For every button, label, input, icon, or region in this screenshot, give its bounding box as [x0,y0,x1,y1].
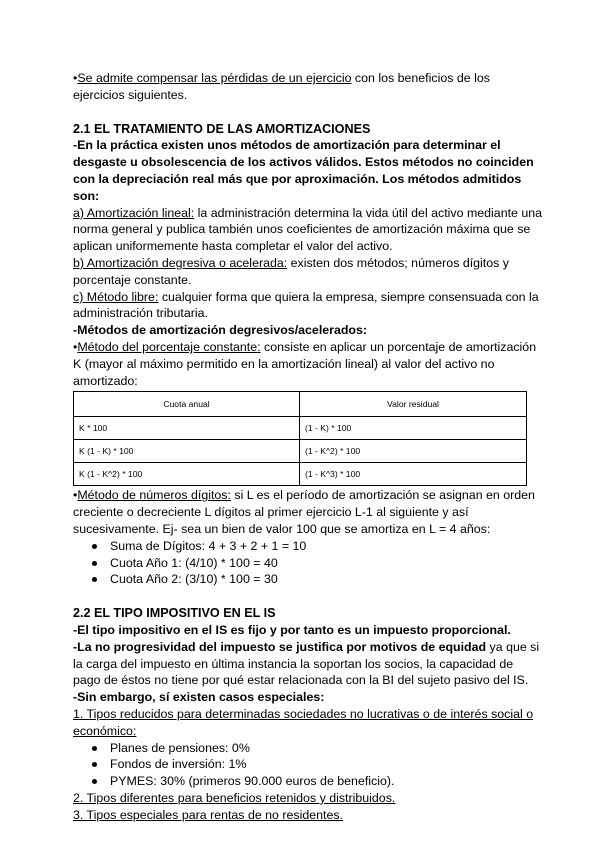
method-b-paragraph [73,255,543,289]
table-row [74,440,527,463]
table-row [74,463,527,486]
document-page [73,70,543,823]
digits-example-list [73,538,543,588]
digits-method-text: si L es el período de amortización se asignan en orden creciente o decreciente L dígitos al primer ejercicio L-1 al siguiente y así sucesivamente. Ej- sea un bien de valor 100 que se amortiza en L = 4 años: [73,488,535,536]
bullet-marker: • [73,339,78,354]
digits-method-label: Método de números dígitos: [77,488,231,503]
list-item: Planes de pensiones: 0% [110,740,543,757]
pct-method-paragraph [73,339,543,389]
non-progressivity-text: ya que si la carga del impuesto en última instancia la soportan los socios, la capacidad de pago de éstos no tiene por qué estar relacionada con la BI del sujeto pasivo del IS. [73,639,540,688]
method-a-paragraph [73,205,543,255]
method-c-paragraph [73,289,543,323]
non-progressivity-paragraph [73,639,543,689]
table-cell: (1 - K^3) * 100 [300,463,527,486]
non-progressivity-bold: -La no progresividad del impuesto se justifica por motivos de equidad [73,639,487,654]
table-header-cell: Valor residual [300,392,527,417]
pct-method-text: consiste en aplicar un porcentaje de amortización K (mayor al máximo permitido en la amortización lineal) al valor del activo no amortizado: [73,339,537,388]
list-item: Fondos de inversión: 1% [110,756,543,773]
table-row [74,417,527,440]
method-b-text: existen dos métodos; números dígitos y porcentaje constante. [73,255,509,287]
bullet-marker: • [73,488,78,503]
method-a-label: a) Amortización lineal: [73,205,195,220]
tax-rate-fixed-line: -El tipo impositivo en el IS es fijo y por tanto es un impuesto proporcional. [73,622,511,637]
list-item: Cuota Año 1: (4/10) * 100 = 40 [110,555,543,572]
special-case-1: 1. Tipos reducidos para determinadas sociedades no lucrativas o de interés social o económico: [73,706,534,738]
intro-underlined: Se admite compensar las pérdidas de un ejercicio [77,71,352,85]
method-a-text: la administración determina la vida útil del activo mediante una norma general y publica también unos coeficientes de amortización máxima que se aplican uniformemente hasta completar el valor del activo. [73,205,543,254]
intro-paragraph [73,70,543,104]
table-cell: (1 - K^2) * 100 [300,440,527,463]
list-item: Suma de Dígitos: 4 + 3 + 2 + 1 = 10 [110,538,543,555]
table-header-row [74,392,527,417]
reduced-rates-list [73,740,543,790]
table-header-cell: Cuota anual [74,392,300,417]
table-cell: K (1 - K^2) * 100 [74,463,300,486]
method-c-label: c) Método libre: [73,289,159,304]
method-c-text: cualquier forma que quiera la empresa, siempre consensuada con la administración tributaria. [73,289,539,321]
section-21-heading: 2.1 EL TRATAMIENTO DE LAS AMORTIZACIONES [73,121,371,136]
pct-method-label: Método del porcentaje constante: [77,339,261,354]
section-22-heading: 2.2 EL TIPO IMPOSITIVO EN EL IS [73,606,276,621]
method-b-label: b) Amortización degresiva o acelerada: [73,255,288,270]
table-cell: K (1 - K) * 100 [74,440,300,463]
list-item: Cuota Año 2: (3/10) * 100 = 30 [110,571,543,588]
intro-text: con los beneficios de los ejercicios siguientes. [73,71,490,102]
special-cases-heading: -Sin embargo, sí existen casos especiales: [73,690,325,705]
special-case-2: 2. Tipos diferentes para beneficios retenidos y distribuidos. [73,790,396,805]
degressive-methods-heading: -Métodos de amortización degresivos/acelerados: [73,323,368,338]
amortization-table [73,391,527,486]
table-cell: (1 - K) * 100 [300,417,527,440]
digits-method-paragraph [73,487,543,537]
section-21-bold-paragraph: -En la práctica existen unos métodos de amortización para determinar el desgaste u obsolescencia de los activos válidos. Estos métodos no coinciden con la depreciación real más que por aproximación. Los métodos admitidos son: [73,138,534,203]
bullet-marker: • [73,71,78,85]
list-item: PYMES: 30% (primeros 90.000 euros de beneficio). [110,773,543,790]
table-cell: K * 100 [74,417,300,440]
special-case-3: 3. Tipos especiales para rentas de no residentes. [73,807,344,822]
